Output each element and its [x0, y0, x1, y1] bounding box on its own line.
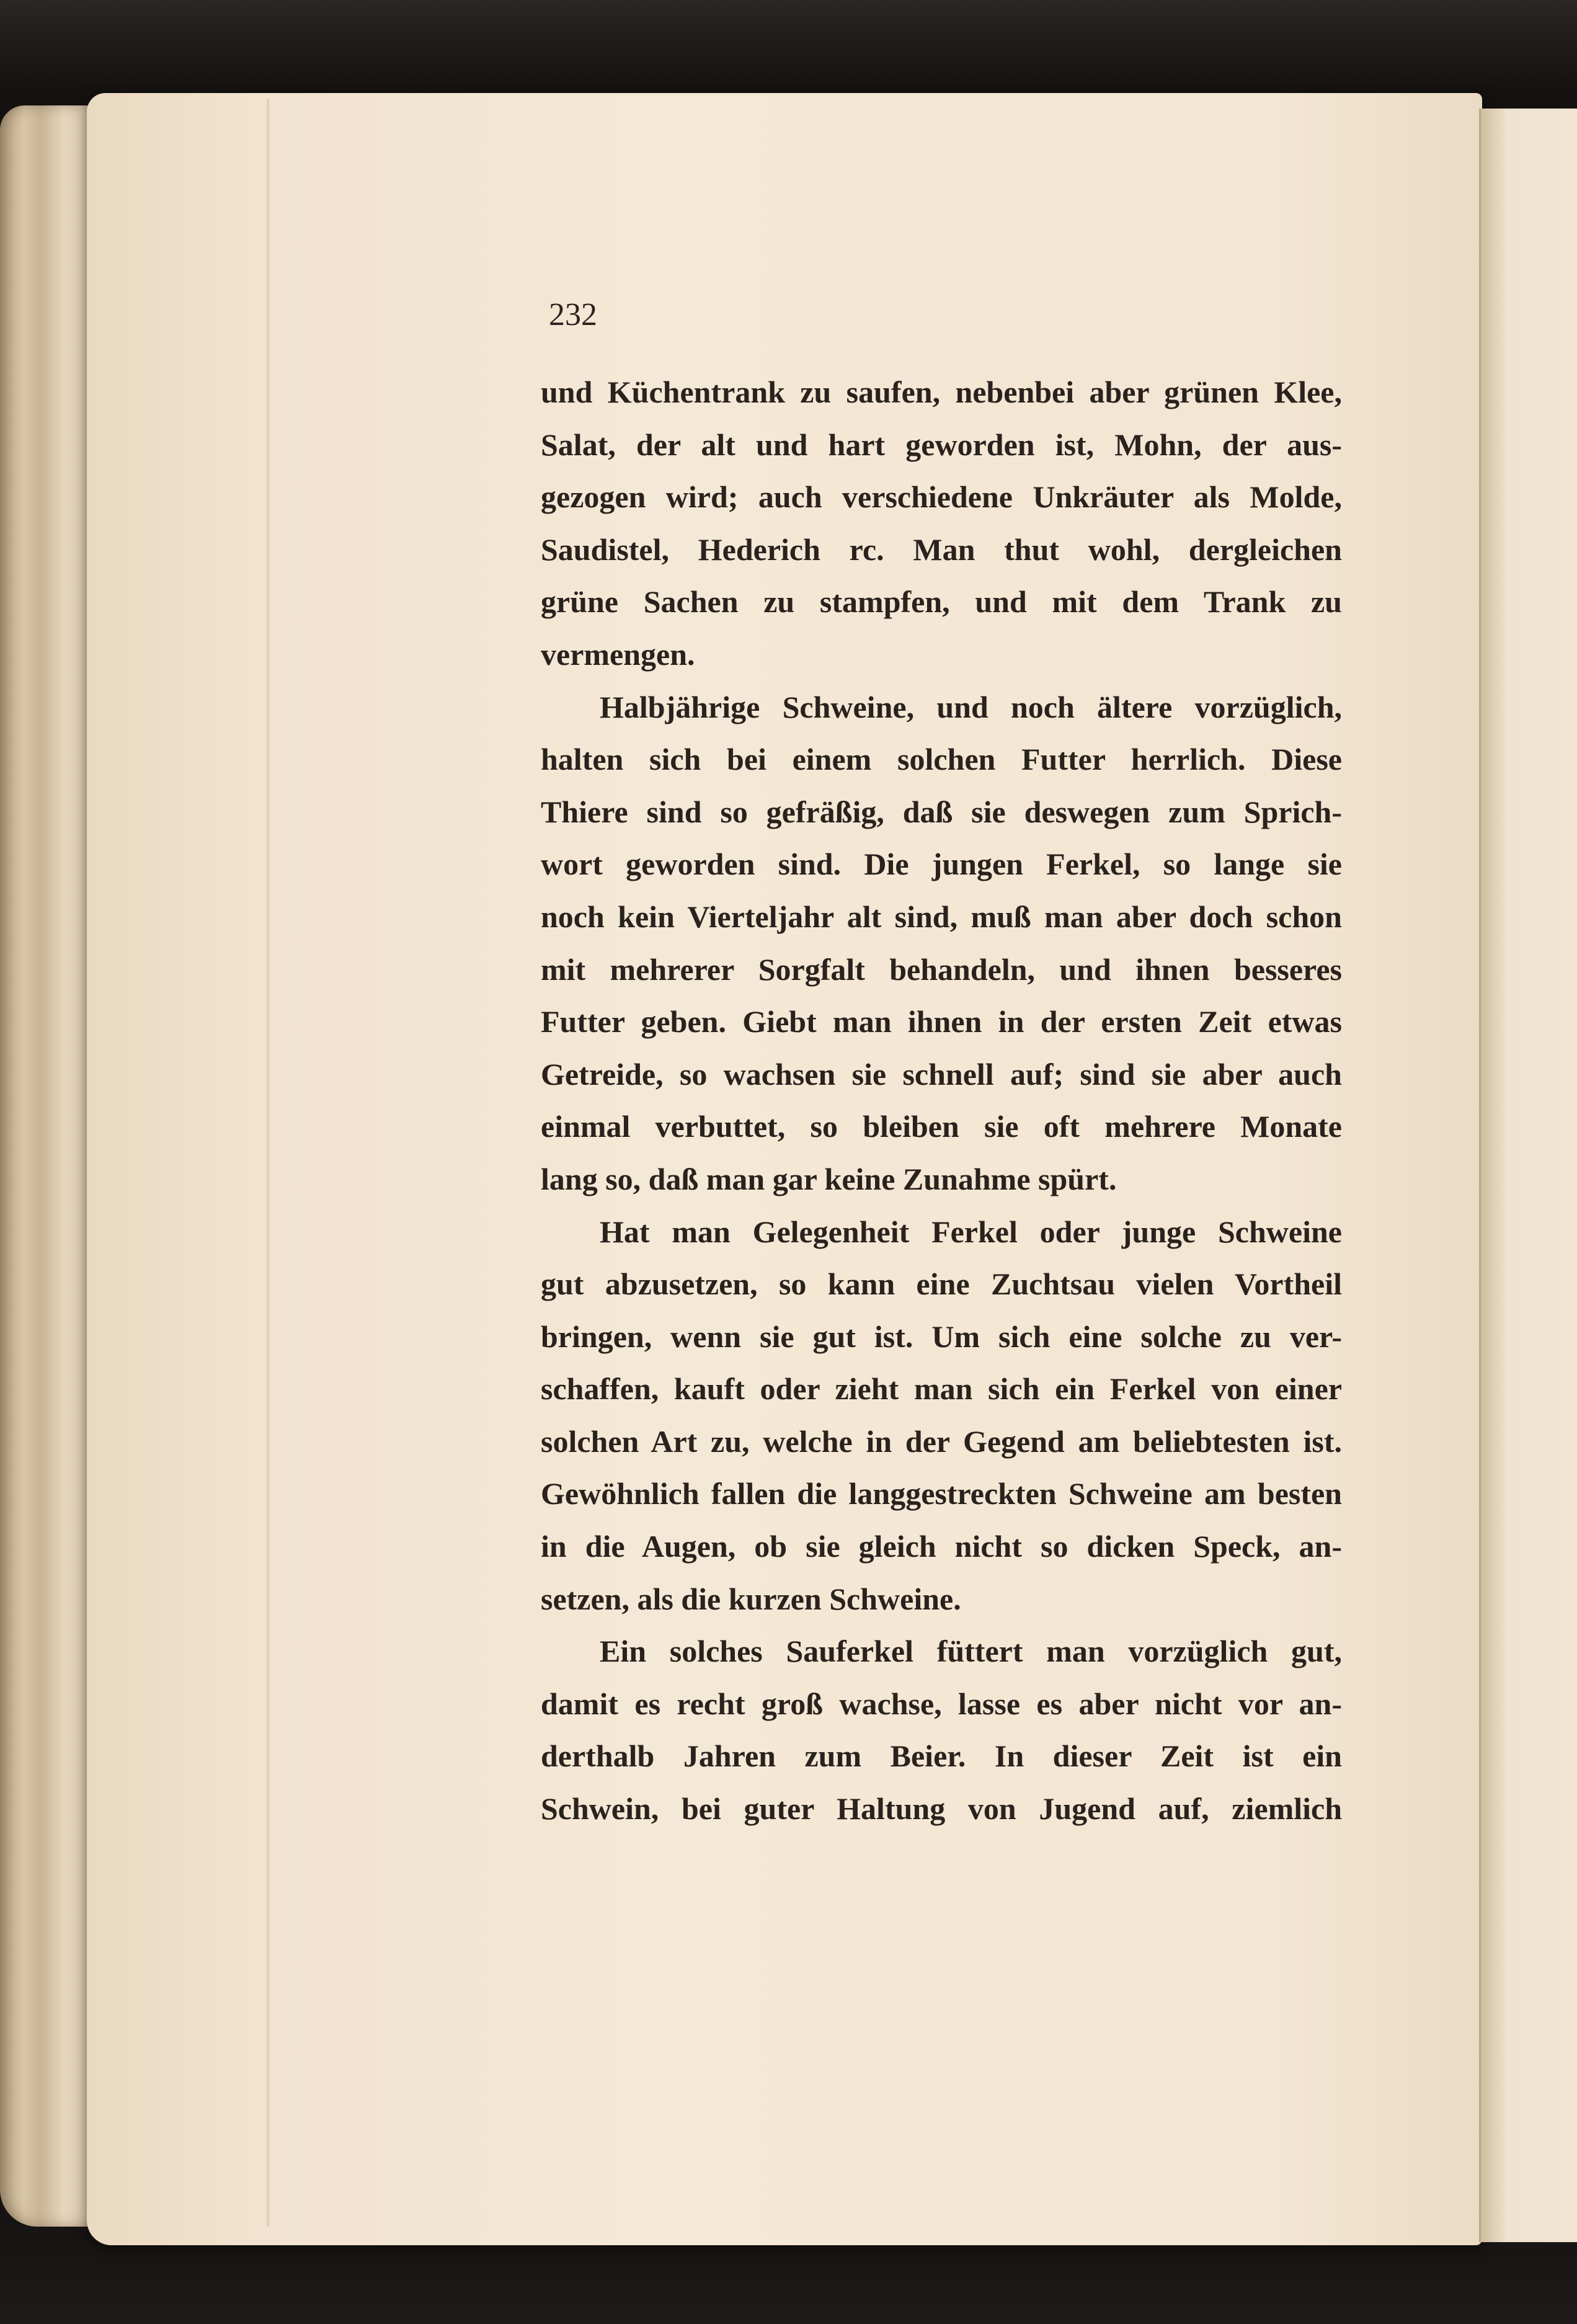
- text-line: setzen, als die kurzen Schweine.: [541, 1581, 961, 1616]
- text-line: derthalb Jahren zum Beier. In dieser Zeit ist ein: [541, 1739, 1342, 1774]
- facing-page-edge: [1479, 109, 1577, 2242]
- text-line: mit mehrerer Sorgfalt behandeln, und ihnen besseres: [541, 951, 1342, 987]
- text-line: Thiere sind so gefräßig, daß sie deswegen zum Sprich-: [541, 794, 1342, 829]
- text-line: Hat man Gelegenheit Ferkel oder junge Schweine: [600, 1214, 1342, 1249]
- text-line: lang so, daß man gar keine Zunahme spürt.: [541, 1161, 1117, 1196]
- text-line: schaffen, kauft oder zieht man sich ein Ferkel von einer: [541, 1371, 1342, 1407]
- text-line: wort geworden sind. Die jungen Ferkel, so lange sie: [541, 847, 1342, 882]
- text-line: Schwein, bei guter Haltung von Jugend auf, ziemlich: [541, 1791, 1342, 1827]
- text-line: Getreide, so wachsen sie schnell auf; sind sie aber auch: [541, 1056, 1342, 1092]
- text-line: gut abzusetzen, so kann eine Zuchtsau vielen Vortheil: [541, 1267, 1342, 1302]
- text-line: gezogen wird; auch verschiedene Unkräuter als Molde,: [541, 479, 1342, 515]
- page-fold: [267, 99, 269, 2227]
- text-line: solchen Art zu, welche in der Gegend am beliebtesten ist.: [541, 1423, 1342, 1459]
- text-line: grüne Sachen zu stampfen, und mit dem Trank zu: [541, 584, 1342, 620]
- text-line: in die Augen, ob sie gleich nicht so dicken Speck, an-: [541, 1529, 1342, 1564]
- text-line: und Küchentrank zu saufen, nebenbei aber grünen Klee,: [541, 375, 1342, 409]
- text-line: Gewöhnlich fallen die langgestreckten Schweine am besten: [541, 1476, 1342, 1511]
- body-text: [541, 366, 1342, 1835]
- text-line: bringen, wenn sie gut ist. Um sich eine solche zu ver-: [541, 1319, 1342, 1354]
- page-number: 232: [549, 297, 597, 332]
- text-line: Saudistel, Hederich rc. Man thut wohl, dergleichen: [541, 532, 1342, 567]
- text-line: Salat, der alt und hart geworden ist, Mohn, der aus-: [541, 427, 1342, 462]
- text-line: Futter geben. Giebt man ihnen in der ersten Zeit etwas: [541, 1004, 1342, 1040]
- text-line: vermengen.: [541, 636, 695, 672]
- text-line: einmal verbuttet, so bleiben sie oft mehrere Monate: [541, 1109, 1342, 1144]
- text-line: Halbjährige Schweine, und noch ältere vorzüglich,: [600, 689, 1342, 724]
- text-line: noch kein Vierteljahr alt sind, muß man aber doch schon: [541, 899, 1342, 934]
- text-line: halten sich bei einem solchen Futter herrlich. Diese: [541, 742, 1342, 777]
- text-line: damit es recht groß wachse, lasse es aber nicht vor an-: [541, 1686, 1342, 1721]
- text-line: Ein solches Sauferkel füttert man vorzüglich gut,: [600, 1634, 1342, 1669]
